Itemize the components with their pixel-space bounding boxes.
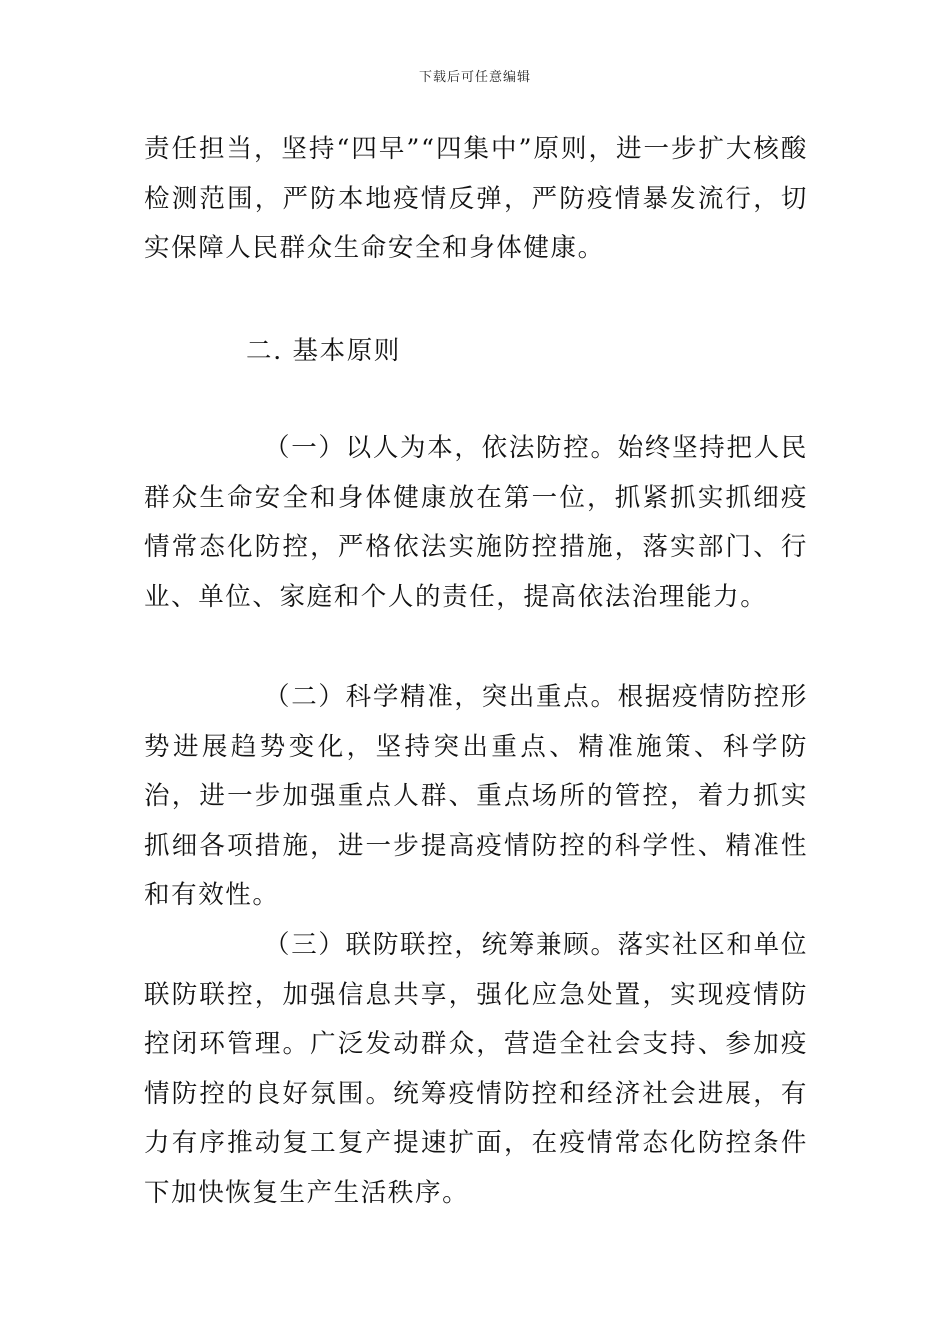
section-heading: 二. 基本原则 <box>246 336 401 366</box>
principle-paragraph-3: （三）联防联控，统筹兼顾。落实社区和单位联防联控，加强信息共享，强化应急处置，实现疫情防控闭环管理。广泛发动群众，营造全社会支持、参加疫情防控的良好氛围。统筹疫情防控和经济社会进展，有力有序推动复工复产提速扩面，在疫情常态化防控条件下加快恢复生产生活秩序。 <box>144 930 808 1208</box>
principle-paragraph-1: （一）以人为本，依法防控。始终坚持把人民群众生命安全和身体健康放在第一位，抓紧抓实抓细疫情常态化防控，严格依法实施防控措施，落实部门、行业、单位、家庭和个人的责任，提高依法治理能力。 <box>144 433 808 612</box>
principle-paragraph-2: （二）科学精准，突出重点。根据疫情防控形势进展趋势变化，坚持突出重点、精准施策、科学防治，进一步加强重点人群、重点场所的管控，着力抓实抓细各项措施，进一步提高疫情防控的科学性、精准性和有效性。 <box>144 682 808 910</box>
continued-paragraph: 责任担当，坚持“四早”“四集中”原则，进一步扩大核酸检测范围，严防本地疫情反弹，严防疫情暴发流行，切实保障人民群众生命安全和身体健康。 <box>144 134 808 263</box>
page-header-note: 下载后可任意编辑 <box>418 70 531 85</box>
